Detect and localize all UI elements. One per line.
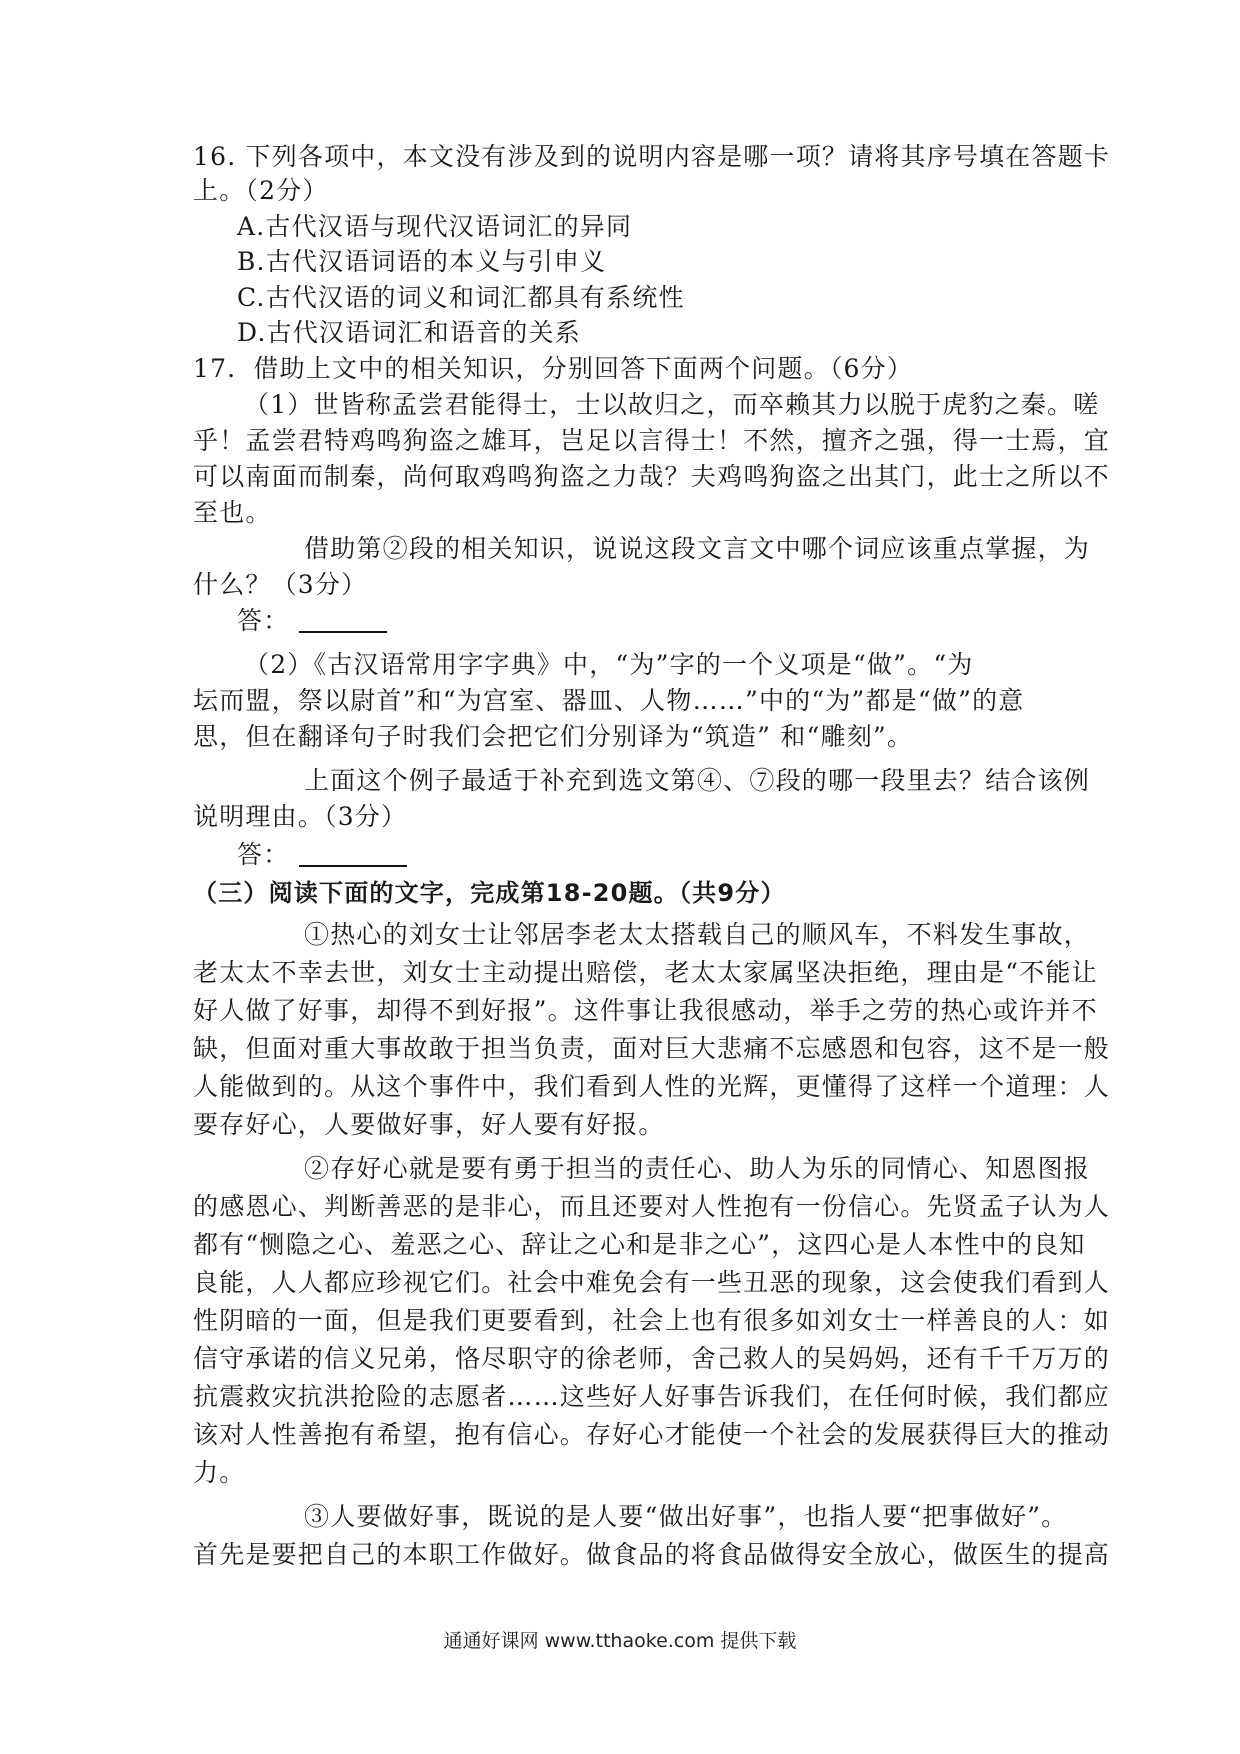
page-footer: 通通好课网 www.tthaoke.com 提供下载 <box>443 1630 797 1652</box>
q17-part1-line: （1）世皆称孟尝君能得士，士以故归之，而卒赖其力以脱于虎豹之秦。嗟 <box>244 390 1100 419</box>
paragraph-1-line: 老太太不幸去世，刘女士主动提出赔偿，老太太家属坚决拒绝，理由是“不能让 <box>193 958 1098 987</box>
q17-part1-line: 至也。 <box>193 498 272 527</box>
q16-option-b: B.古代汉语词语的本义与引申义 <box>237 247 607 276</box>
paragraph-2-line: 该对人性善抱有希望，抱有信心。存好心才能使一个社会的发展获得巨大的推动 <box>193 1420 1111 1449</box>
answer-blank-1[interactable] <box>299 605 387 633</box>
q17-part1-line: 可以南面而制秦，尚何取鸡鸣狗盗之力哉？夫鸡鸣狗盗之出其门，此士之所以不 <box>193 462 1111 491</box>
answer-line-2 <box>237 838 1107 872</box>
paragraph-1-line: ①热心的刘女士让邻居李老太太搭载自己的顺风车，不料发生事故， <box>304 920 1091 949</box>
paragraph-1-line: 好人做了好事，却得不到好报”。这件事让我很感动，举手之劳的热心或许并不 <box>193 996 1098 1025</box>
answer-label: 答： <box>237 606 290 635</box>
q17-part1-question-line: 什么？（3分） <box>193 570 368 599</box>
q16-option-a: A.古代汉语与现代汉语词汇的异同 <box>237 212 633 241</box>
paragraph-2-line: 性阴暗的一面，但是我们更要看到，社会上也有很多如刘女士一样善良的人：如 <box>193 1306 1111 1335</box>
paragraph-2-line: 的感恩心、判断善恶的是非心，而且还要对人性抱有一份信心。先贤孟子认为人 <box>193 1192 1111 1221</box>
paragraph-2-line: 都有“恻隐之心、羞恶之心、辞让之心和是非之心”，这四心是人本性中的良知 <box>193 1230 1086 1259</box>
paragraph-2-line: 信守承诺的信义兄弟，恪尽职守的徐老师，舍己救人的吴妈妈，还有千千万万的 <box>193 1344 1111 1373</box>
q16-stem-line-1: 16. 下列各项中，本文没有涉及到的说明内容是哪一项？请将其序号填在答题卡 <box>193 142 1111 171</box>
paragraph-3-line: 首先是要把自己的本职工作做好。做食品的将食品做得安全放心，做医生的提高 <box>193 1540 1111 1569</box>
q17-part2-line: 思，但在翻译句子时我们会把它们分别译为“筑造” 和“雕刻”。 <box>193 722 914 751</box>
q16-option-c: C.古代汉语的词义和词汇都具有系统性 <box>237 283 685 312</box>
q17-part2-line: （2）《古汉语常用字字典》中，“为”字的一个义项是“做”。“为 <box>244 650 974 679</box>
q16-stem-line-2: 上。（2分） <box>193 176 329 205</box>
q17-part2-question-line: 说明理由。（3分） <box>193 802 408 831</box>
q17-part2-line: 坛而盟，祭以尉首”和“为宫室、器皿、人物……”中的“为”都是“做”的意 <box>193 686 1025 715</box>
q17-part1-line: 乎！孟尝君特鸡鸣狗盗之雄耳，岂足以言得士！不然，擅齐之强，得一士焉，宜 <box>193 426 1111 455</box>
q17-part1-question-line: 借助第②段的相关知识，说说这段文言文中哪个词应该重点掌握，为 <box>304 534 1091 563</box>
paragraph-1-line: 要存好心，人要做好事，好人要有好报。 <box>193 1110 665 1139</box>
paragraph-3-line: ③人要做好事，既说的是人要“做出好事”，也指人要“把事做好”。 <box>304 1502 1068 1531</box>
paragraph-2-line: 力。 <box>193 1458 246 1487</box>
q17-part2-question-line: 上面这个例子最适于补充到选文第④、⑦段的哪一段里去？结合该例 <box>304 766 1091 795</box>
paragraph-1-line: 人能做到的。从这个事件中，我们看到人性的光辉，更懂得了这样一个道理：人 <box>193 1072 1111 1101</box>
paragraph-1-line: 缺，但面对重大事故敢于担当负责，面对巨大悲痛不忘感恩和包容，这不是一般 <box>193 1034 1111 1063</box>
answer-label: 答： <box>237 840 290 869</box>
paragraph-2-line: ②存好心就是要有勇于担当的责任心、助人为乐的同情心、知恩图报 <box>304 1154 1091 1183</box>
paragraph-2-line: 抗震救灾抗洪抢险的志愿者……这些好人好事告诉我们，在任何时候，我们都应 <box>193 1382 1111 1411</box>
answer-blank-2[interactable] <box>299 839 407 867</box>
section-3-heading: （三）阅读下面的文字，完成第18-20题。（共9分） <box>193 879 786 907</box>
q16-option-d: D.古代汉语词汇和语音的关系 <box>237 318 581 347</box>
q17-title: 17．借助上文中的相关知识，分别回答下面两个问题。（6分） <box>193 354 914 383</box>
paragraph-2-line: 良能，人人都应珍视它们。社会中难免会有一些丑恶的现象，这会使我们看到人 <box>193 1268 1111 1297</box>
answer-line-1 <box>237 604 1107 638</box>
